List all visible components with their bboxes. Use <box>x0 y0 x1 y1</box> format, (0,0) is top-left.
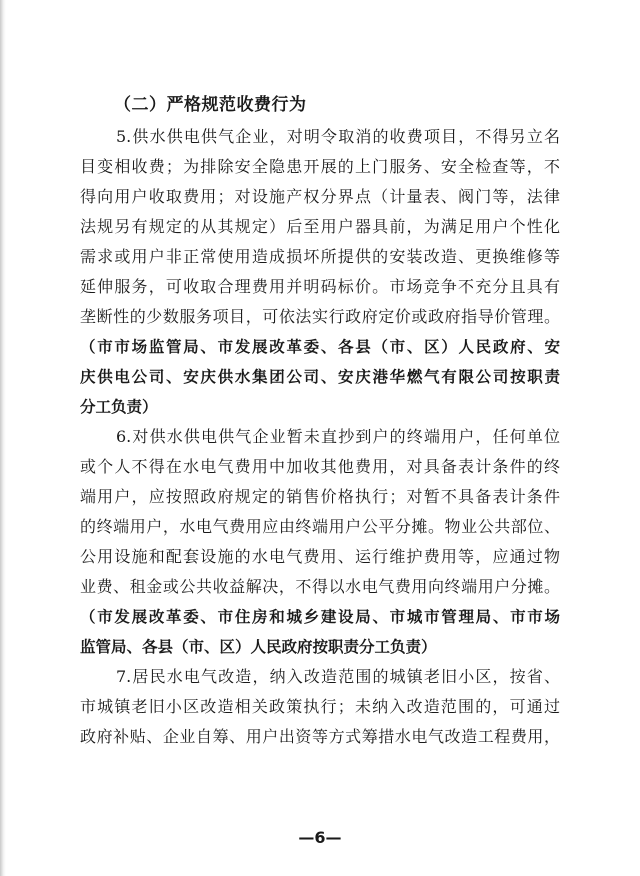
item-5-responsibility <box>80 332 560 422</box>
item-5-paragraph <box>80 122 560 332</box>
item-6-line: 的终端用户，水电气费用应由终端用户公平分摊。物业公共部位、 <box>80 517 560 536</box>
item-5-line: 得向用户收取费用；对设施产权分界点（计量表、阀门等，法律 <box>80 187 560 206</box>
page-binding-edge <box>0 0 6 876</box>
item-6-line: 业费、租金或公共收益解决，不得以水电气费用向终端用户分摊。 <box>80 577 560 596</box>
item-6-line: 或个人不得在水电气费用中加收其他费用，对具备表计条件的终 <box>80 457 560 476</box>
item-6-line: 端用户，应按照政府规定的销售价格执行；对暂不具备表计条件 <box>80 487 560 506</box>
item-7-line: 政府补贴、企业自筹、用户出资等方式筹措水电气改造工程费用， <box>80 727 560 746</box>
item-6-paragraph <box>80 422 560 602</box>
item-6-responsibility <box>80 602 560 662</box>
responsibility-line: 庆供电公司、安庆供水集团公司、安庆港华燃气有限公司按职责 <box>80 368 560 386</box>
item-6-line: 公用设施和配套设施的水电气费用、运行维护费用等，应通过物 <box>80 547 560 566</box>
item-5-line: 延伸服务，可收取合理费用并明码标价。市场竞争不充分且具有 <box>80 277 560 296</box>
item-7-line: 市城镇老旧小区改造相关政策执行；未纳入改造范围的，可通过 <box>80 697 560 716</box>
page-number: —6— <box>298 828 342 847</box>
responsibility-line: （市市场监管局、市发展改革委、各县（市、区）人民政府、安 <box>80 338 560 356</box>
section-heading: （二）严格规范收费行为 <box>114 95 307 115</box>
responsibility-line: 分工负责） <box>80 398 158 416</box>
item-6-line: 6.对供水供电供气企业暂未直抄到户的终端用户，任何单位 <box>116 427 560 446</box>
item-5-line: 垄断性的少数服务项目，可依法实行政府定价或政府指导价管理。 <box>80 307 560 326</box>
item-5-line: 需求或用户非正常使用造成损坏所提供的安装改造、更换维修等 <box>80 247 560 266</box>
item-5-line: 5.供水供电供气企业，对明令取消的收费项目，不得另立名 <box>116 127 560 146</box>
item-7-line: 7.居民水电气改造，纳入改造范围的城镇老旧小区，按省、 <box>116 667 560 686</box>
responsibility-line: 监管局、各县（市、区）人民政府按职责分工负责） <box>80 638 437 656</box>
item-5-line: 目变相收费；为排除安全隐患开展的上门服务、安全检查等，不 <box>80 157 560 176</box>
item-5-line: 法规另有规定的从其规定）后至用户器具前，为满足用户个性化 <box>80 217 560 236</box>
item-7-paragraph <box>80 662 560 752</box>
document-body <box>80 90 560 752</box>
responsibility-line: （市发展改革委、市住房和城乡建设局、市城市管理局、市市场 <box>80 608 560 626</box>
